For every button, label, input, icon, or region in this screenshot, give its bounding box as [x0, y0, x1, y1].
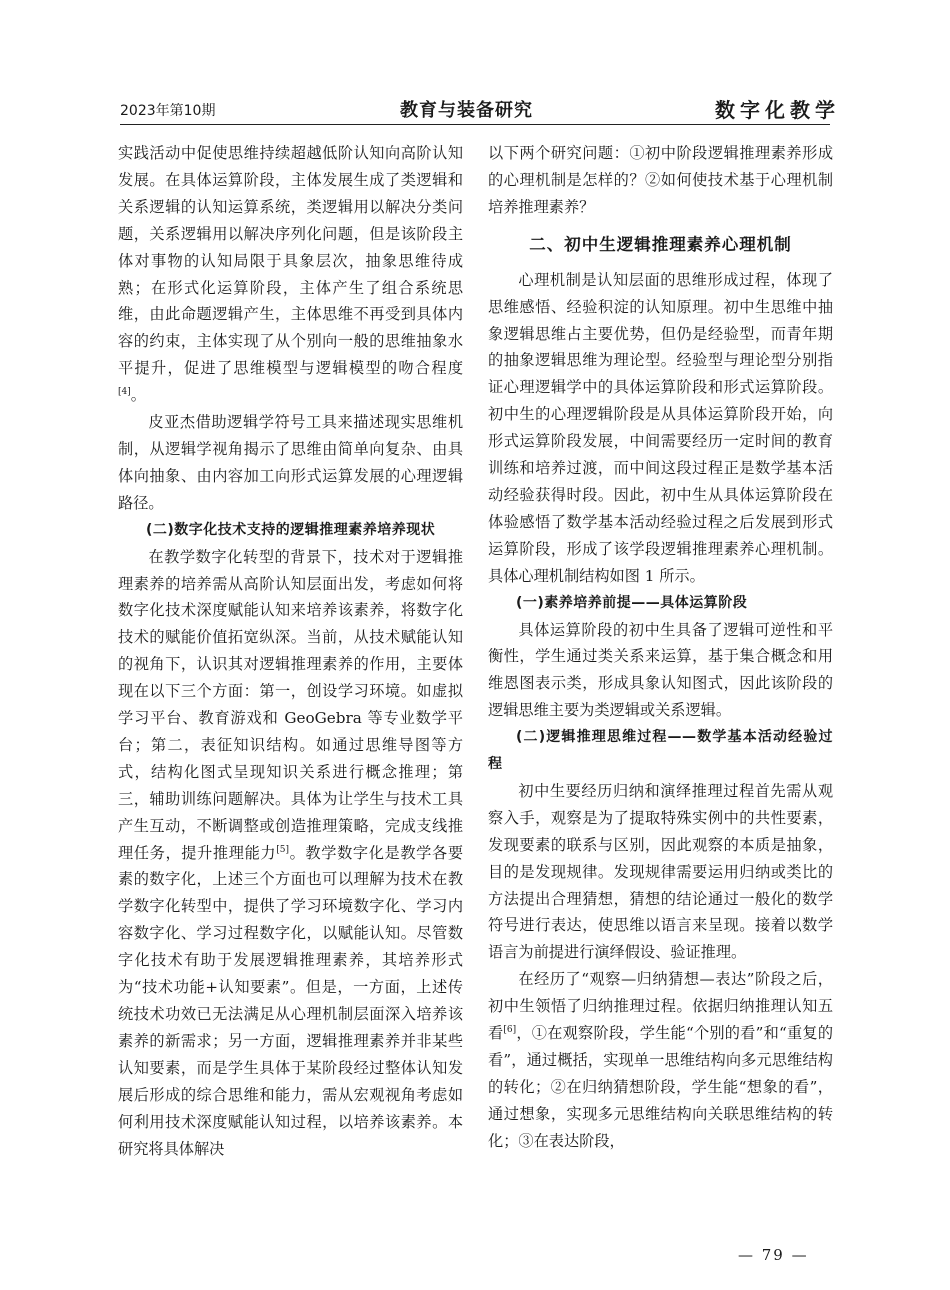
paragraph: 皮亚杰借助逻辑学符号工具来描述现实思维机制，从逻辑学视角揭示了思维由简单向复杂、由具体向抽象、由内容加工向形式运算发展的心理逻辑路径。	[118, 413, 463, 512]
subheading: (一)素养培养前提——具体运算阶段	[516, 594, 748, 611]
paragraph: 实践活动中促使思维持续超越低阶认知向高阶认知发展。在具体运算阶段，主体发展生成了类逻辑和关系逻辑的认知运算系统，类逻辑用以解决分类问题，关系逻辑用以解决序列化问题，但是该阶段主体对事物的认知局限于具象层次，抽象思维待成熟；在形式化运算阶段，主体产生了组合系统思维，由此命题逻辑产生，主体思维不再受到具体内容的约束，主体实现了从个别向一般的思维抽象水平提升，促进了思维模型与逻辑模型的吻合程度[4]。	[118, 144, 463, 405]
page-header	[0, 0, 950, 130]
paragraph: 以下两个研究问题：①初中阶段逻辑推理素养形成的心理机制是怎样的？②如何使技术基于心理机制培养推理素养？	[488, 144, 833, 216]
subheading: (二)逻辑推理思维过程——数学基本活动经验过程	[488, 729, 833, 773]
citation[interactable]: [4]	[118, 387, 131, 398]
page-number: — 79 —	[738, 1246, 809, 1264]
journal-title: 教育与装备研究	[400, 100, 533, 121]
left-column	[118, 140, 463, 1162]
paragraph: 心理机制是认知层面的思维形成过程，体现了思维感悟、经验积淀的认知原理。初中生思维中抽象逻辑思维占主要优势，但仍是经验型，而青年期的抽象逻辑思维为理论型。经验型与理论型分别指证心理逻辑学中的具体运算阶段和形式运算阶段。初中生的心理逻辑阶段是从具体运算阶段开始，向形式运算阶段发展，中间需要经历一定时间的教育训练和培养过渡，而中间这段过程正是数学基本活动经验获得时段。因此，初中生从具体运算阶段在体验感悟了数学基本活动经验过程之后发展到形式运算阶段，形成了该学段逻辑推理素养心理机制。具体心理机制结构如图 1 所示。	[488, 270, 833, 585]
paragraph: 具体运算阶段的初中生具备了逻辑可逆性和平衡性，学生通过类关系来运算，基于集合概念和用维恩图表示类，形成具象认知图式，因此该阶段的逻辑思维主要为类逻辑或关系逻辑。	[488, 620, 833, 720]
subheading: (二)数字化技术支持的逻辑推理素养培养现状	[146, 521, 436, 538]
citation[interactable]: [6]	[503, 1025, 517, 1036]
paragraph: 在教学数字化转型的背景下，技术对于逻辑推理素养的培养需从高阶认知层面出发，考虑如何将数字化技术深度赋能认知来培养该素养，将数字化技术的赋能价值拓宽纵深。当前，从技术赋能认知的视角下，认识其对逻辑推理素养的作用，主要体现在以下三个方面：第一，创设学习环境。如虚拟学习平台、教育游戏和 GeoGebra 等专业数学平台；第二，表征知识结构。如通过思维导图等方式，结构化图式呈现知识关系进行概念推理；第三，辅助训练问题解决。具体为让学生与技术工具产生互动，不断调整或创造推理策略，完成支线推理任务，提升推理能力[5]。教学数字化是教学各要素的数字化，上述三个方面也可以理解为技术在教学数字化转型中，提供了学习环境数字化、学习内容数字化、学习过程数字化，以赋能认知。尽管数字化技术有助于发展逻辑推理素养，其培养形式为“技术功能+认知要素”。但是，一方面，上述传统技术功效已无法满足从心理机制层面深入培养该素养的新需求；另一方面，逻辑推理素养并非某些认知要素，而是学生具体于某阶段经过整体认知发展后形成的综合思维和能力，需从宏观视角考虑如何利用技术深度赋能认知过程，以培养该素养。本研究将具体解决	[118, 547, 464, 1158]
citation[interactable]: [5]	[276, 844, 289, 855]
header-rule	[120, 124, 830, 125]
section-heading: 二、初中生逻辑推理素养心理机制	[529, 234, 792, 254]
section-label: 数字化教学	[715, 98, 840, 122]
paragraph: 初中生要经历归纳和演绎推理过程首先需从观察入手，观察是为了提取特殊实例中的共性要素，发现要素的联系与区别，因此观察的本质是抽象，目的是发现规律。发现规律需要运用归纳或类比的方法提出合理猜想，猜想的结论通过一般化的数学符号进行表达，使思维以语言来呈现。接着以数学语言为前提进行演绎假设、验证推理。	[488, 781, 833, 962]
paragraph: 在经历了“观察—归纳猜想—表达”阶段之后，初中生领悟了归纳推理过程。依据归纳推理认知五看[6]，①在观察阶段，学生能“个别的看”和“重复的看”，通过概括，实现单一思维结构向多元思维结构的转化；②在归纳猜想阶段，学生能“想象的看”，通过想象，实现多元思维结构向关联思维结构的转化；③在表达阶段，	[488, 970, 834, 1150]
issue-label: 2023年第10期	[120, 103, 216, 119]
right-column	[488, 140, 833, 1155]
